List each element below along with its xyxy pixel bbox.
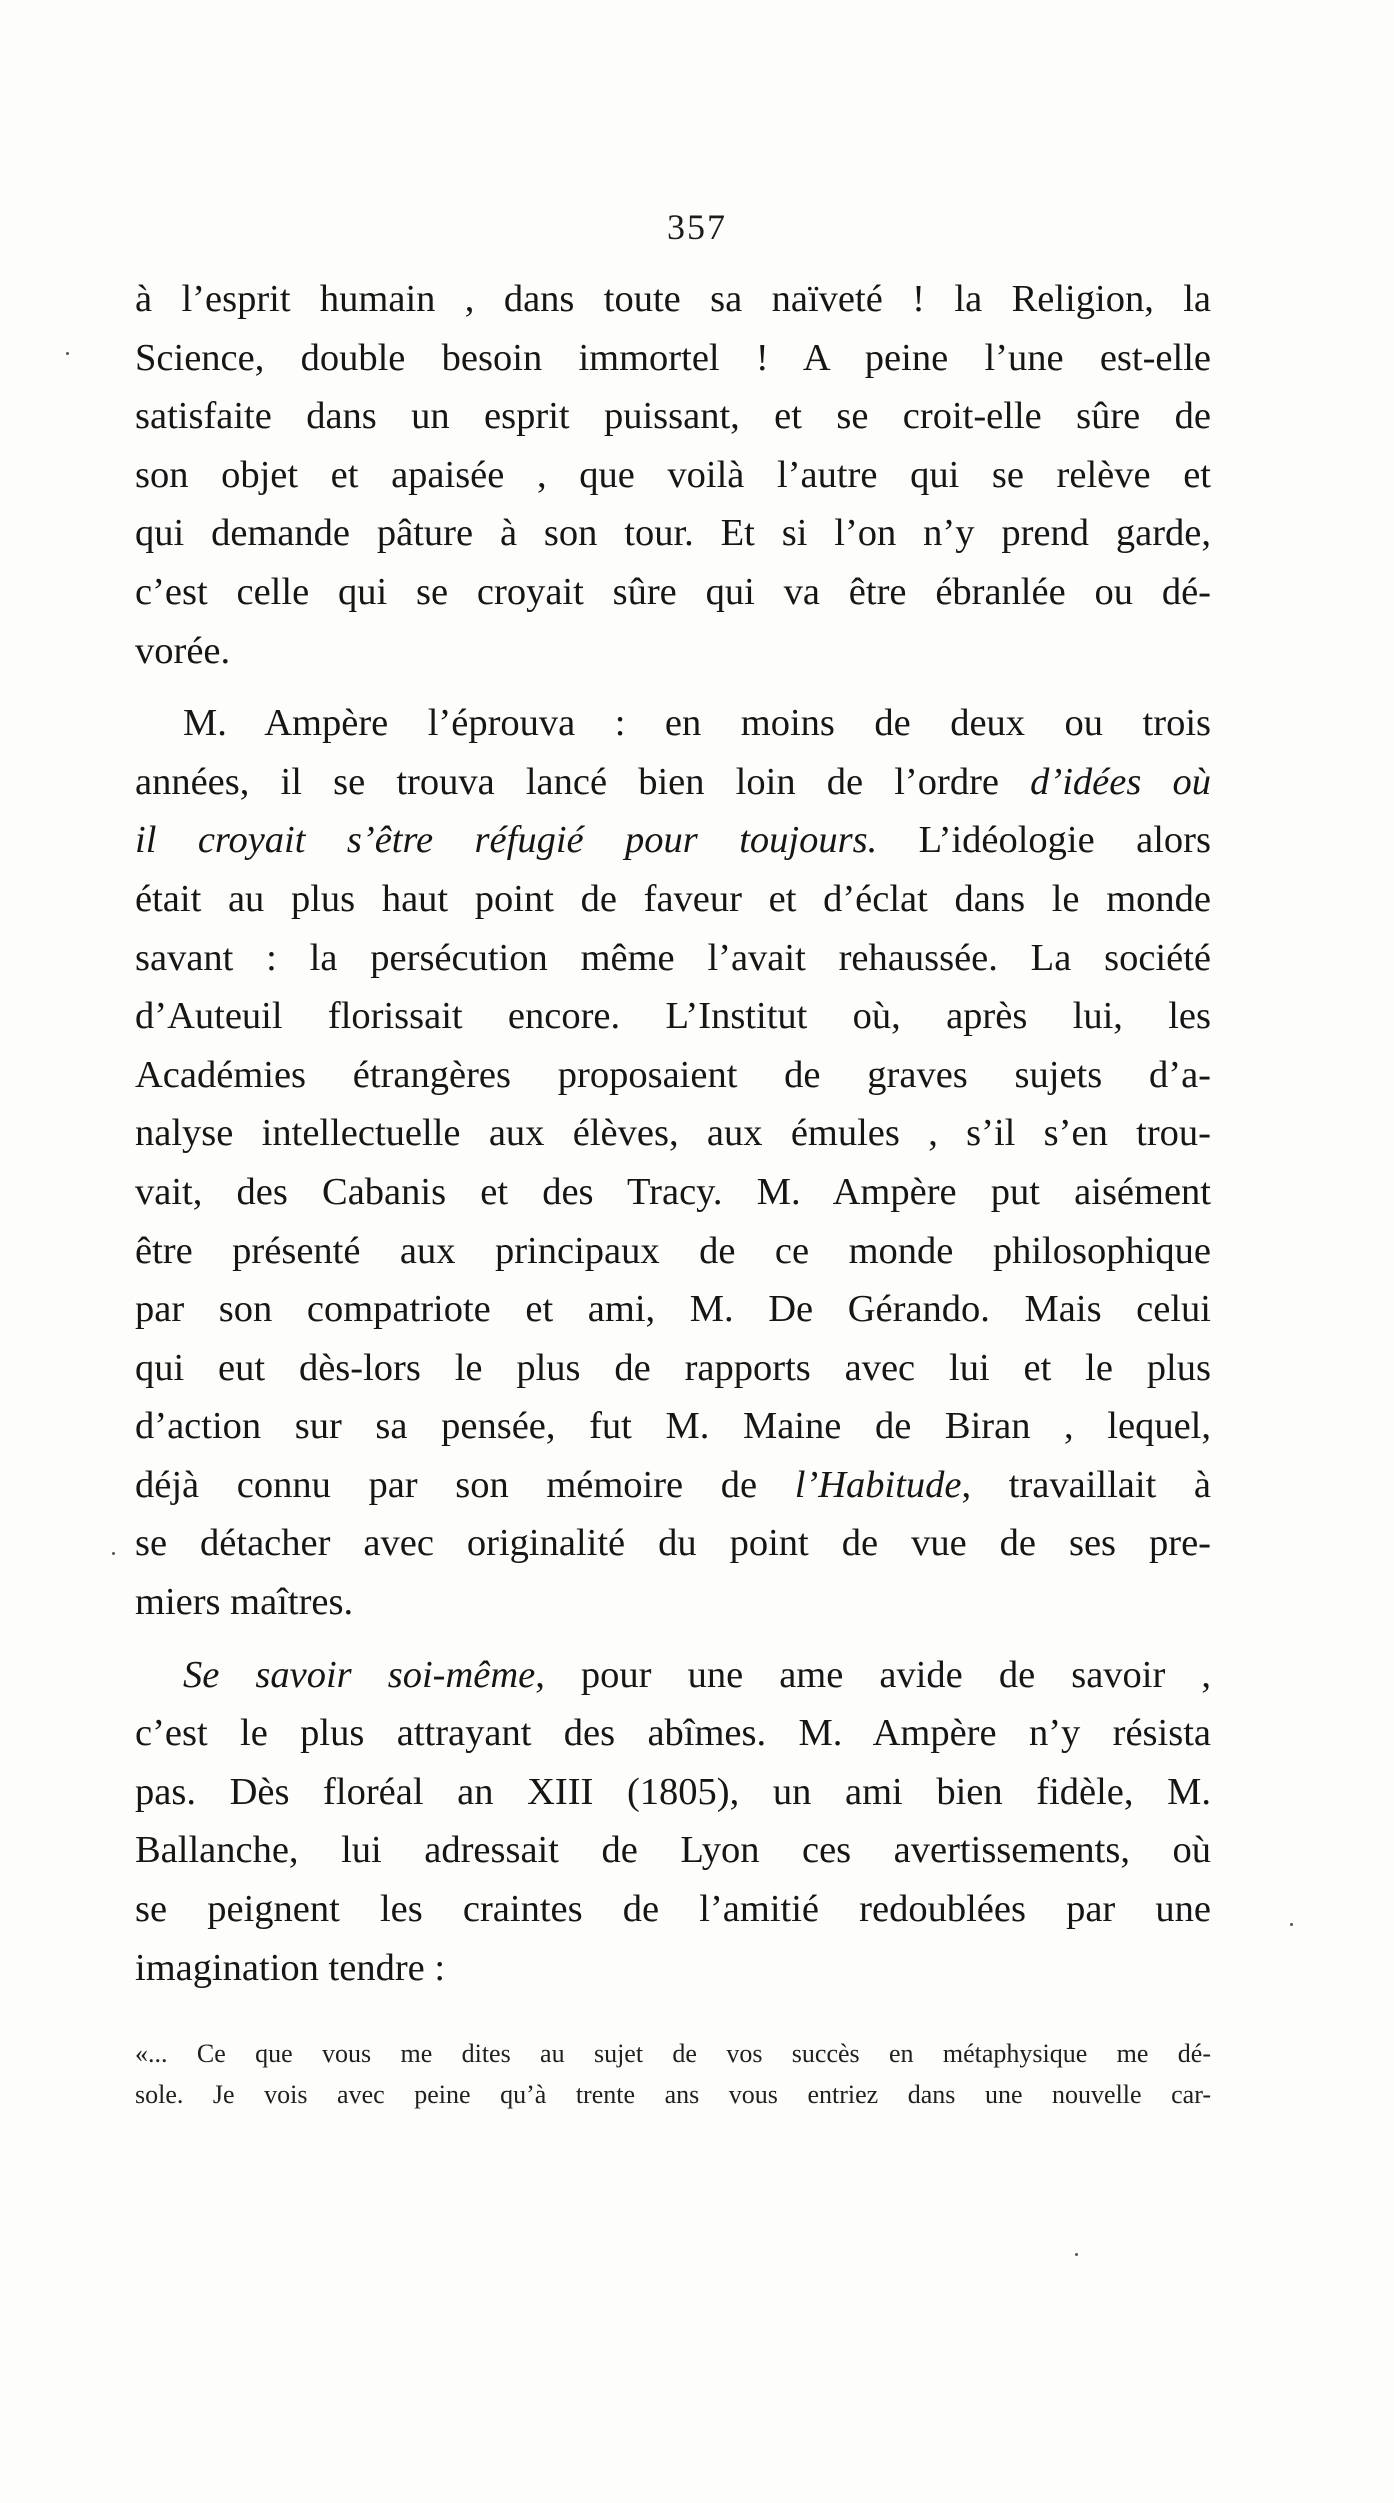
text-line: Académies étrangères proposaient de graves sujets d’a- (135, 1053, 1211, 1096)
text-line: se détacher avec originalité du point de vue de ses pre- (135, 1522, 1211, 1565)
text-run: , pour une ame avide de savoir , (535, 1653, 1211, 1696)
text-line: c’est le plus attrayant des abîmes. M. Ampère n’y résista (135, 1712, 1211, 1755)
scan-speck (112, 1552, 115, 1555)
paragraph-2 (135, 694, 1211, 1632)
text-line: son objet et apaisée , que voilà l’autre qui se relève et (135, 453, 1211, 496)
italic-run: il croyait s’être réfugié pour toujours. (135, 819, 878, 862)
scan-speck (66, 352, 69, 355)
text-line: vait, des Cabanis et des Tracy. M. Ampère put aisément (135, 1170, 1211, 1213)
text-line (135, 1646, 1211, 1705)
italic-run: d’idées où (1030, 760, 1211, 803)
text-line: c’est celle qui se croyait sûre qui va être ébranlée ou dé- (135, 570, 1211, 613)
footnote-line: sole. Je vois avec peine qu’à trente ans vous entriez dans une nouvelle car- (135, 2080, 1211, 2109)
text-line: être présenté aux principaux de ce monde philosophique (135, 1229, 1211, 1272)
text-run: , travaillait à (961, 1463, 1211, 1506)
text-line: qui demande pâture à son tour. Et si l’on n’y prend garde, (135, 512, 1211, 555)
text-run: déjà connu par son mémoire de (135, 1463, 795, 1506)
text-line: pas. Dès floréal an XIII (1805), un ami bien fidèle, M. (135, 1770, 1211, 1813)
text-line: imagination tendre : (135, 1946, 446, 1989)
text-line: était au plus haut point de faveur et d’éclat dans le monde (135, 877, 1211, 920)
text-line: à l’esprit humain , dans toute sa naïveté ! la Religion, la (135, 278, 1211, 320)
paragraph-3 (135, 1646, 1211, 1998)
text-line: par son compatriote et ami, M. De Gérando. Mais celui (135, 1288, 1211, 1331)
text-line: satisfaite dans un esprit puissant, et se croit-elle sûre de (135, 395, 1211, 438)
text-run: L’idéologie alors (877, 819, 1211, 862)
text-line: qui eut dès-lors le plus de rapports avec lui et le plus (135, 1346, 1211, 1389)
paragraph-1 (135, 270, 1211, 680)
text-line (135, 811, 1211, 870)
italic-run: l’Habitude (794, 1463, 962, 1506)
text-line (135, 753, 1211, 812)
text-line: nalyse intellectuelle aux élèves, aux émules , s’il s’en trou- (135, 1112, 1211, 1155)
main-text (135, 270, 1211, 1997)
text-line: d’action sur sa pensée, fut M. Maine de Biran , lequel, (135, 1405, 1211, 1448)
text-line: savant : la persécution même l’avait rehaussée. La société (135, 936, 1211, 979)
text-line: miers maîtres. (135, 1581, 354, 1624)
scan-speck (1290, 1923, 1293, 1926)
text-line: M. Ampère l’éprouva : en moins de deux ou trois (183, 702, 1211, 745)
text-line: vorée. (135, 629, 231, 672)
scan-speck (1075, 2253, 1078, 2256)
text-line: se peignent les craintes de l’amitié redoublées par une (135, 1888, 1211, 1931)
page-number: 357 (667, 207, 727, 247)
italic-run: Se savoir soi-même (183, 1653, 536, 1696)
text-line: Ballanche, lui adressait de Lyon ces avertissements, où (135, 1829, 1211, 1872)
text-line (135, 1456, 1211, 1515)
text-line: Science, double besoin immortel ! A peine l’une est-elle (135, 336, 1211, 379)
text-line: d’Auteuil florissait encore. L’Institut où, après lui, les (135, 995, 1211, 1038)
footnote-line: «... Ce que vous me dites au sujet de vos succès en métaphysique me dé- (135, 2039, 1211, 2068)
footnote (135, 2033, 1211, 2115)
text-run: années, il se trouva lancé bien loin de l’ordre (135, 760, 1031, 803)
